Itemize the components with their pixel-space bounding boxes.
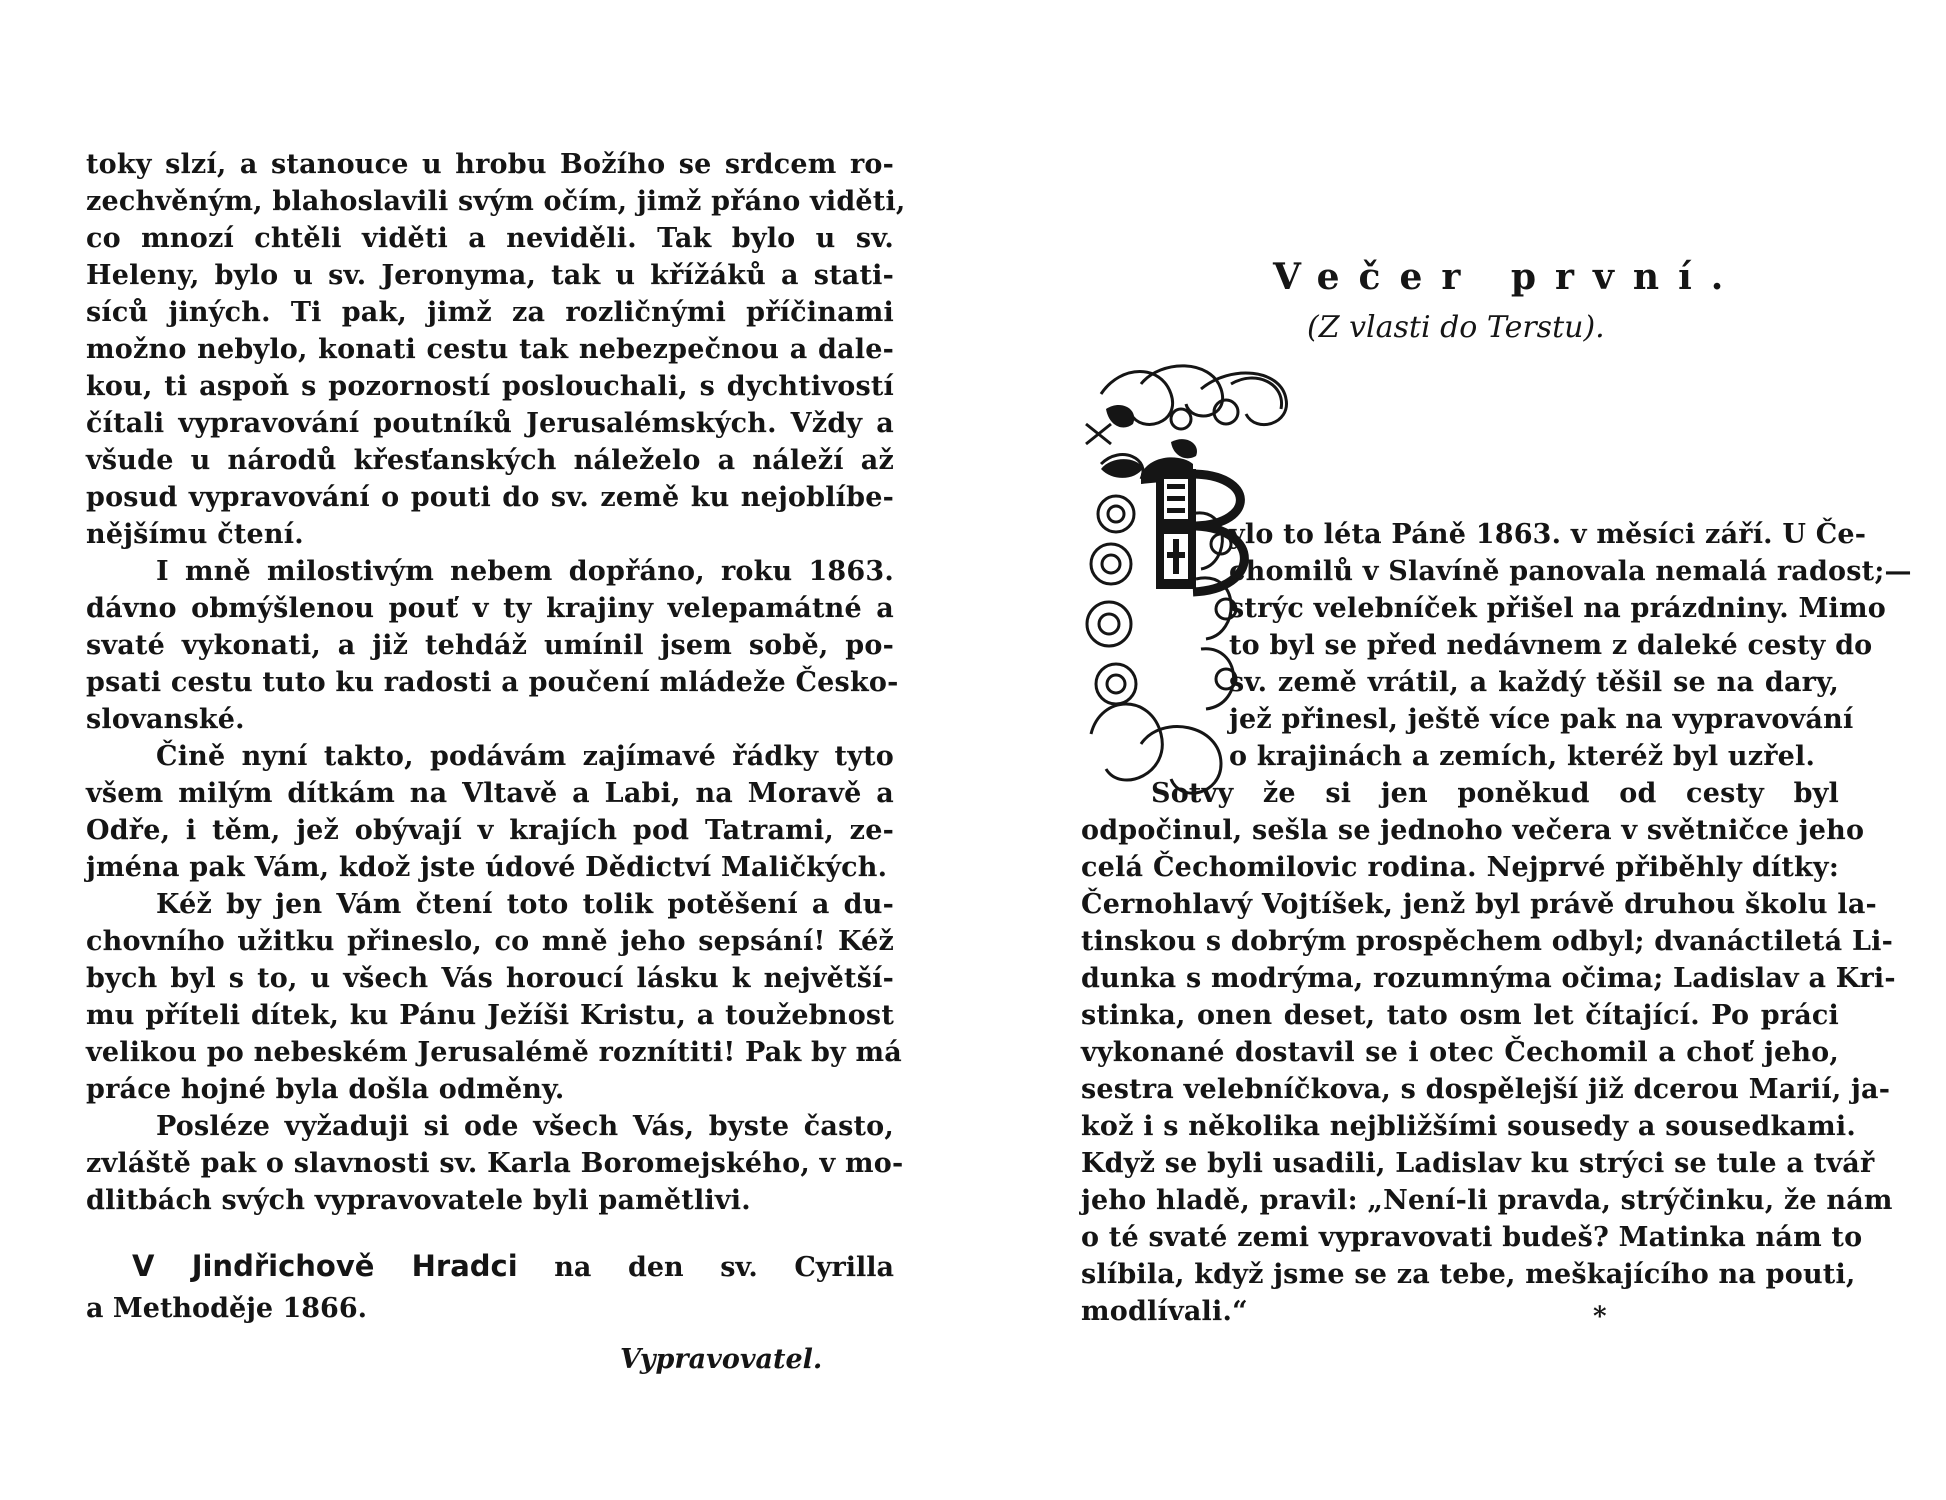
text-line: o krajinách a zemích, kteréž byl uzřel. — [1229, 741, 1816, 772]
ornament-star-icon: * — [1593, 1302, 1607, 1332]
text-line: čítali vypravování poutníků Jerusalémských. Vždy a — [86, 408, 894, 439]
chapter-subtitle: (Z vlasti do Terstu). — [1307, 310, 1605, 345]
text-line: slovanské. — [86, 704, 245, 735]
text-line: bych byl s to, u všech Vás horoucí lásku k největší- — [86, 963, 894, 994]
preface-place-line — [86, 1244, 894, 1288]
left-page-text — [86, 146, 906, 1219]
text-line: jež přinesl, ještě více pak na vypravování — [1229, 704, 1854, 735]
text-line: Černohlavý Vojtíšek, jenž byl právě druhou školu la- — [1081, 889, 1877, 920]
text-line: sestra velebníčkova, s dospělejší již dcerou Marií, ja- — [1081, 1074, 1891, 1105]
text-line: Čině nyní takto, podávám zajímavé řádky tyto — [156, 741, 894, 772]
text-line: Sotvy že si jen poněkud od cesty byl — [1151, 778, 1839, 809]
text-line: chovního užitku přineslo, co mně jeho sepsání! Kéž — [86, 926, 894, 957]
text-line: mu příteli dítek, ku Pánu Ježíši Kristu, a toužebnost — [86, 1000, 894, 1031]
text-line: nějšímu čtení. — [86, 519, 304, 550]
preface-signature: Vypravovatel. — [620, 1344, 823, 1375]
text-line: vykonané dostavil se i otec Čechomil a choť jeho, — [1081, 1037, 1839, 1068]
text-line: Posléze vyžaduji si ode všech Vás, byste často, — [156, 1111, 894, 1142]
right-page — [973, 0, 1946, 1500]
text-line: síců jiných. Ti pak, jimž za rozličnými příčinami — [86, 297, 894, 328]
text-line: o té svaté zemi vypravovati budeš? Matinka nám to — [1081, 1222, 1863, 1253]
text-line: jeho hladě, pravil: „Není-li pravda, strýčinku, že nám — [1081, 1185, 1893, 1216]
text-line: dunka s modrýma, rozumnýma očima; Ladislav a Kri- — [1081, 963, 1896, 994]
text-line: sv. země vrátil, a každý těšil se na dary, — [1229, 667, 1839, 698]
text-line: I mně milostivým nebem dopřáno, roku 1863. — [156, 556, 894, 587]
text-line: strýc velebníček přišel na prázdniny. Mimo — [1229, 593, 1886, 624]
text-line: všem milým dítkám na Vltavě a Labi, na Moravě a — [86, 778, 894, 809]
text-line: ylo to léta Páně 1863. v měsíci září. U Če- — [1229, 519, 1867, 550]
text-line: Heleny, bylo u sv. Jeronyma, tak u křížáků a stati- — [86, 260, 894, 291]
text-line: práce hojné byla došla odměny. — [86, 1074, 565, 1105]
text-line: toky slzí, a stanouce u hrobu Božího se srdcem ro- — [86, 149, 894, 180]
text-line: jména pak Vám, kdož jste údové Dědictví Maličkých. — [86, 852, 888, 883]
text-line: kou, ti aspoň s pozorností poslouchali, s dychtivostí — [86, 371, 894, 402]
text-line: Když se byli usadili, Ladislav ku strýci se tule a tvář — [1081, 1148, 1875, 1179]
text-line: to byl se před nedávnem z daleké cesty do — [1229, 630, 1873, 661]
text-line: psati cestu tuto ku radosti a poučení mládeže Česko- — [86, 667, 899, 698]
text-line: všude u národů křesťanských náleželo a náleží až — [86, 445, 894, 476]
text-line: Odře, i těm, jež obývají v krajích pod Tatrami, ze- — [86, 815, 894, 846]
text-line: dávno obmýšlenou pouť v ty krajiny velepamátné a — [86, 593, 894, 624]
text-line: posud vypravování o pouti do sv. země ku nejoblíbe- — [86, 482, 894, 513]
text-line: možno nebylo, konati cestu tak nebezpečnou a dale- — [86, 334, 894, 365]
text-line: kož i s několika nejbližšími sousedy a sousedkami. — [1081, 1111, 1856, 1142]
chapter-title: Večer první. — [1273, 256, 1743, 298]
text-line: tinskou s dobrým prospěchem odbyl; dvanáctiletá Li- — [1081, 926, 1894, 957]
text-line: dlitbách svých vypravovatele byli pamětlivi. — [86, 1185, 751, 1216]
preface-place-name: V Jindřichově Hradci — [132, 1249, 518, 1283]
text-line: velikou po nebeském Jerusalémě roznítiti! Pak by má — [86, 1037, 902, 1068]
chapter-opening-text — [1229, 516, 1912, 775]
text-line: Kéž by jen Vám čtení toto tolik potěšení a du- — [156, 889, 894, 920]
text-line: zvláště pak o slavnosti sv. Karla Boromejského, v mo- — [86, 1148, 904, 1179]
text-line: celá Čechomilovic rodina. Nejprvé přiběhly dítky: — [1081, 852, 1839, 883]
text-line: slíbila, když jsme se za tebe, meškajícího na pouti, — [1081, 1259, 1856, 1290]
chapter-body-text — [1081, 775, 1896, 1330]
text-line: svaté vykonati, a již tehdáž umínil jsem sobě, po- — [86, 630, 894, 661]
text-line: odpočinul, sešla se jednoho večera v světničce jeho — [1081, 815, 1865, 846]
text-line: zechvěným, blahoslavili svým očím, jimž přáno viděti, — [86, 186, 906, 217]
preface-date-line: a Methoděje 1866. — [86, 1293, 368, 1324]
text-line: stinka, onen deset, tato osm let čítající. Po práci — [1081, 1000, 1839, 1031]
preface-place-rest: na den sv. Cyrilla — [554, 1252, 894, 1283]
text-line: modlívali.“ — [1081, 1296, 1248, 1327]
text-line: chomilů v Slavíně panovala nemalá radost;— — [1229, 556, 1912, 587]
text-line: co mnozí chtěli viděti a neviděli. Tak bylo u sv. — [86, 223, 894, 254]
